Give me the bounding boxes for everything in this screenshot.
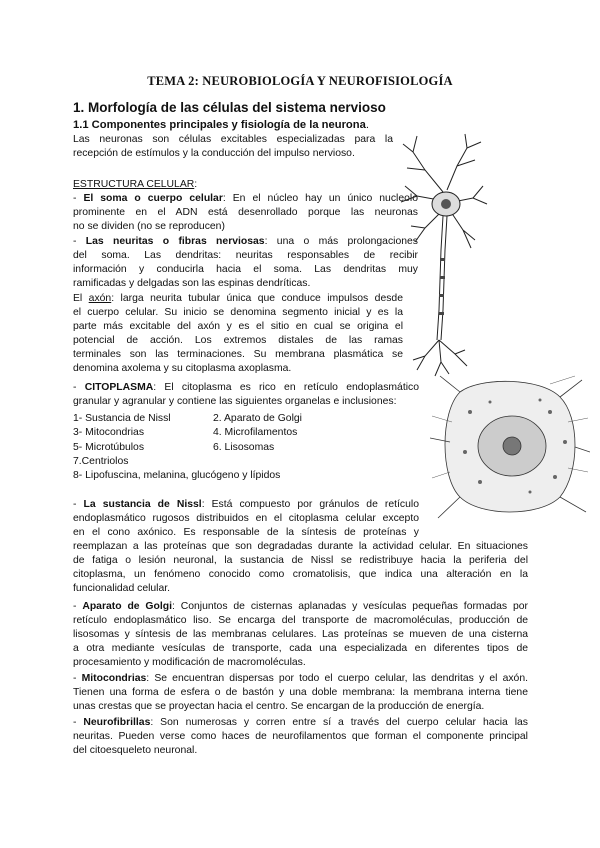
neuritas-line-1: - Las neuritas o fibras nerviosas: una o más prolongaciones: [73, 236, 418, 247]
nissl-line-5: de fatiga o lesión neuronal, la sustancia de Nissl se redistribuye hacia la periferia del: [73, 555, 528, 566]
golgi-line-3: lisosomas y síntesis de las membranas celulares. Las proteínas se mueven de una cisterna: [73, 629, 528, 640]
axon-line-2: el cuerpo celular. Su inicio se denomina segmento inicial y es la: [73, 307, 403, 318]
citoplasma-line-1: - CITOPLASMA: El citoplasma es rico en retículo endoplasmático: [73, 382, 419, 393]
list-item: 5- Microtúbulos 6. Lisosomas: [73, 441, 275, 453]
nissl-line-6: citoplasma, un fenómeno conocido como cromatolisis, que indica una alteración en la: [73, 569, 528, 580]
neuron-illustration: [395, 130, 490, 378]
citoplasma-line-2: granular y agranular y contiene las siguientes organelas e inclusiones:: [73, 396, 397, 407]
golgi-line-4: a otra mediante vesículas de transporte, cada una especializada en diferentes tipos de: [73, 643, 528, 654]
nissl-line-4: reemplazan a las proteínas que son degradadas durante la actividad celular. En situaciones: [73, 541, 528, 552]
list-item: 7.Centriolos: [73, 455, 129, 467]
golgi-line-1: - Aparato de Golgi: Conjuntos de cisternas aplanadas y vesículas pequeñas formadas por: [73, 601, 528, 612]
axon-line-1: El axón: larga neurita tubular única que conduce impulsos desde: [73, 293, 403, 304]
neurofib-line-1: - Neurofibrillas: Son numerosas y corren entre sí a través del cuerpo celular hacia las: [73, 717, 528, 728]
organelas-list: [73, 412, 373, 483]
axon-line-5: terminales son las terminaciones. Su membrana plasmática se: [73, 349, 403, 360]
intro-line-2: recepción de estímulos y la conducción del impulso nervioso.: [73, 148, 355, 159]
list-item: 1- Sustancia de Nissl 2. Aparato de Golgi: [73, 413, 302, 424]
mito-line-1: - Mitocondrias: Se encuentran dispersas por todo el cuerpo celular, las dendritas y el axón.: [73, 673, 528, 684]
nissl-line-2: endoplasmático rugosos distribuidos en el citoplasma celular excepto: [73, 513, 419, 524]
soma-line-3: no se dividen (no se reproducen): [73, 221, 225, 232]
axon-line-4: potencial de acción. Los extremos distales de las ramas: [73, 335, 403, 346]
mito-line-2: Tienen una forma de esfera o de bastón y una doble membrana: la membrana interna tiene: [73, 687, 528, 698]
golgi-line-5: procesamiento y modificación de macromoléculas.: [73, 657, 306, 668]
soma-line-1: - El soma o cuerpo celular: En el núcleo hay un único nucleolo: [73, 193, 418, 204]
list-item: 3- Mitocondrias 4. Microfilamentos: [73, 427, 298, 439]
neuritas-line-3: información y conducirla hacia el soma. Las dendritas muy: [73, 264, 418, 275]
neuron-cell-diagram: [430, 372, 590, 522]
intro-line-1: Las neuronas son células excitables especializadas para la: [73, 134, 393, 145]
neurofib-line-2: neuritas. Pueden verse como haces de neurofilamentos que forman el componente principal: [73, 731, 528, 742]
nissl-line-3: en el cono axónico. Es responsable de la síntesis de proteínas y: [73, 527, 419, 538]
neuritas-line-4: ramificadas y delgadas son las espinas dendríticas.: [73, 278, 311, 289]
axon-line-3: parte más excitable del axón y es el sitio en cual se origina el: [73, 321, 403, 332]
nissl-line-7: funcionalidad celular.: [73, 583, 171, 594]
soma-line-2: prominente en el ADN está desenrollado porque las neuronas: [73, 207, 418, 218]
list-item: 8- Lipofuscina, melanina, glucógeno y lípidos: [73, 470, 281, 482]
axon-line-6: denomina axolema y su citoplasma axoplasma.: [73, 363, 292, 374]
document-title: TEMA 2: NEUROBIOLOGÍA Y NEUROFISIOLOGÍA: [147, 74, 453, 88]
mito-line-3: unas crestas que se proyectan hacia el centro. Se encargan de la producción de energía.: [73, 701, 485, 712]
subsection-heading: 1.1 Componentes principales y fisiología de la neurona.: [73, 119, 369, 131]
nissl-line-1: - La sustancia de Nissl: Está compuesto por gránulos de retículo: [73, 499, 419, 510]
section-heading: 1. Morfología de las células del sistema nervioso: [73, 100, 386, 115]
neuritas-line-2: del soma. Las dendritas: neuritas responsables de recibir: [73, 250, 418, 261]
neurofib-line-3: del citoesqueleto neuronal.: [73, 745, 198, 756]
estructura-label: ESTRUCTURA CELULAR:: [73, 179, 198, 190]
golgi-line-2: retículo endoplasmático liso. Se encarga del transporte de macromoléculas, producción de: [73, 615, 528, 626]
